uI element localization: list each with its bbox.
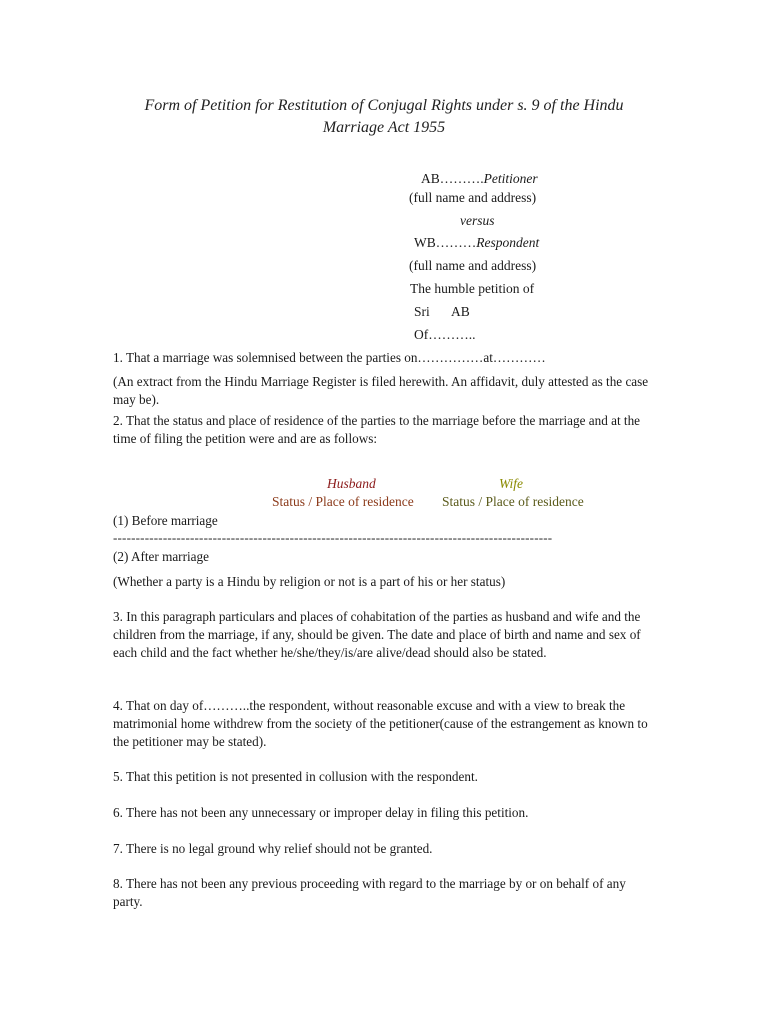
ab-prefix: AB………. (421, 171, 484, 186)
husband-heading: Husband (327, 476, 376, 491)
paragraph-8: 8. There has not been any previous proceeding with regard to the marriage by or on behalf of any party. (113, 876, 626, 909)
respondent-line (414, 235, 539, 251)
petitioner-full-name: (full name and address) (409, 190, 537, 205)
of-line: Of……….. (414, 327, 476, 342)
petitioner-line (421, 171, 538, 187)
sri-ab: AB (451, 304, 470, 319)
wb-prefix: WB……… (414, 235, 477, 250)
humble-petition: The humble petition of (410, 281, 535, 296)
paragraph-7: 7. There is no legal ground why relief should not be granted. (113, 841, 433, 856)
before-marriage: (1) Before marriage (113, 513, 218, 528)
wife-status-label: Status / Place of residence (442, 494, 584, 509)
after-marriage: (2) After marriage (113, 549, 209, 564)
husband-status-label: Status / Place of residence (272, 494, 414, 509)
document-title-line2: Marriage Act 1955 (322, 119, 446, 136)
status-note: (Whether a party is a Hindu by religion or not is a part of his or her status) (113, 574, 506, 589)
paragraph-4: 4. That on day of………..the respondent, without reasonable excuse and with a view to break the matrimonial home withdrew from the society of the petitioner(cause of the estrangement as known to the petitioner may be stated). (113, 698, 648, 749)
dashed-divider: ------------------------------------------------------------------------------------------------- (113, 530, 553, 545)
paragraph-1: 1. That a marriage was solemnised between the parties on……………at………… (113, 350, 546, 365)
versus-label: versus (460, 213, 495, 228)
respondent-full-name: (full name and address) (409, 258, 537, 273)
paragraph-6: 6. There has not been any unnecessary or improper delay in filing this petition. (113, 805, 529, 820)
petitioner-label: Petitioner (483, 171, 538, 186)
sri-label: Sri (414, 304, 430, 319)
paragraph-3: 3. In this paragraph particulars and places of cohabitation of the parties as husband and wife and the children from the marriage, if any, should be given. The date and place of birth and name and sex of each child and the fact whether he/she/they/is/are alive/dead should also be stated. (113, 609, 641, 660)
paragraph-5: 5. That this petition is not presented in collusion with the respondent. (113, 769, 478, 784)
respondent-label: Respondent (476, 235, 540, 250)
paragraph-2: 2. That the status and place of residence of the parties to the marriage before the marriage and at the time of filing the petition were and are as follows: (113, 413, 641, 446)
wife-heading: Wife (499, 476, 523, 491)
paragraph-1-note: (An extract from the Hindu Marriage Register is filed herewith. An affidavit, duly attested as the case may be). (113, 374, 649, 407)
document-title-line1: Form of Petition for Restitution of Conjugal Rights under s. 9 of the Hindu (144, 97, 624, 114)
